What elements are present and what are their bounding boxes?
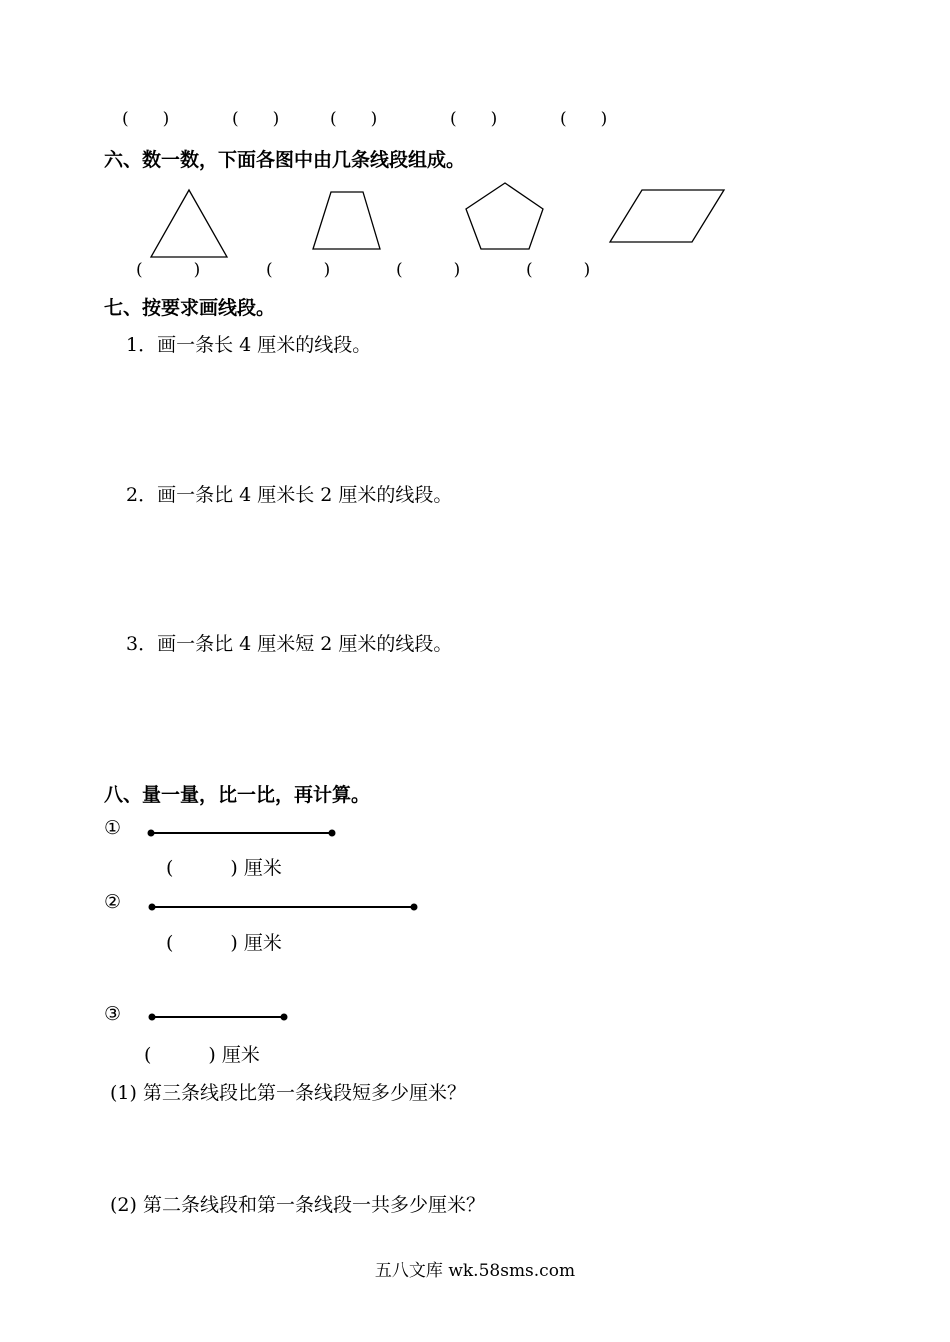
segment-marker-1: ① [104,817,122,839]
draw-item-2: 2．画一条比 4 厘米长 2 厘米的线段。 [126,484,453,506]
segment-1 [148,830,336,837]
figure-answer-3: ( ) [396,260,461,280]
question-2: (2) 第二条线段和第一条线段一共多少厘米？ [110,1194,485,1216]
figure-answer-2: ( ) [266,260,331,280]
figure-answer-1: ( ) [136,260,201,280]
triangle-figure [151,190,227,257]
segment-marker-2: ② [104,891,122,913]
draw-item-1: 1．画一条长 4 厘米的线段。 [126,334,372,356]
segment-answer-3: ( ) 厘米 [144,1044,260,1066]
figure-answer-4: ( ) [526,260,591,280]
segment-answer-1: ( ) 厘米 [166,857,282,879]
draw-item-3: 3．画一条比 4 厘米短 2 厘米的线段。 [126,633,453,655]
segment-3 [149,1014,288,1021]
answer-blank-3: ( ) [330,109,378,129]
answer-blank-2: ( ) [232,109,280,129]
segment-2 [149,904,418,911]
segment-marker-3: ③ [104,1003,122,1025]
parallelogram-figure [610,190,724,242]
section7-title: 七、按要求画线段。 [104,297,276,319]
answer-blank-1: ( ) [122,109,170,129]
section8-title: 八、量一量，比一比，再计算。 [104,784,371,806]
pentagon-figure [466,183,543,249]
answer-blank-5: ( ) [560,109,608,129]
footer-watermark: 五八文库 wk.58sms.com [374,1261,576,1281]
segment-answer-2: ( ) 厘米 [166,932,282,954]
question-1: (1) 第三条线段比第一条线段短多少厘米？ [110,1082,466,1104]
trapezoid-figure [313,192,380,249]
answer-blank-4: ( ) [450,109,498,129]
section6-title: 六、数一数，下面各图中由几条线段组成。 [104,149,466,171]
